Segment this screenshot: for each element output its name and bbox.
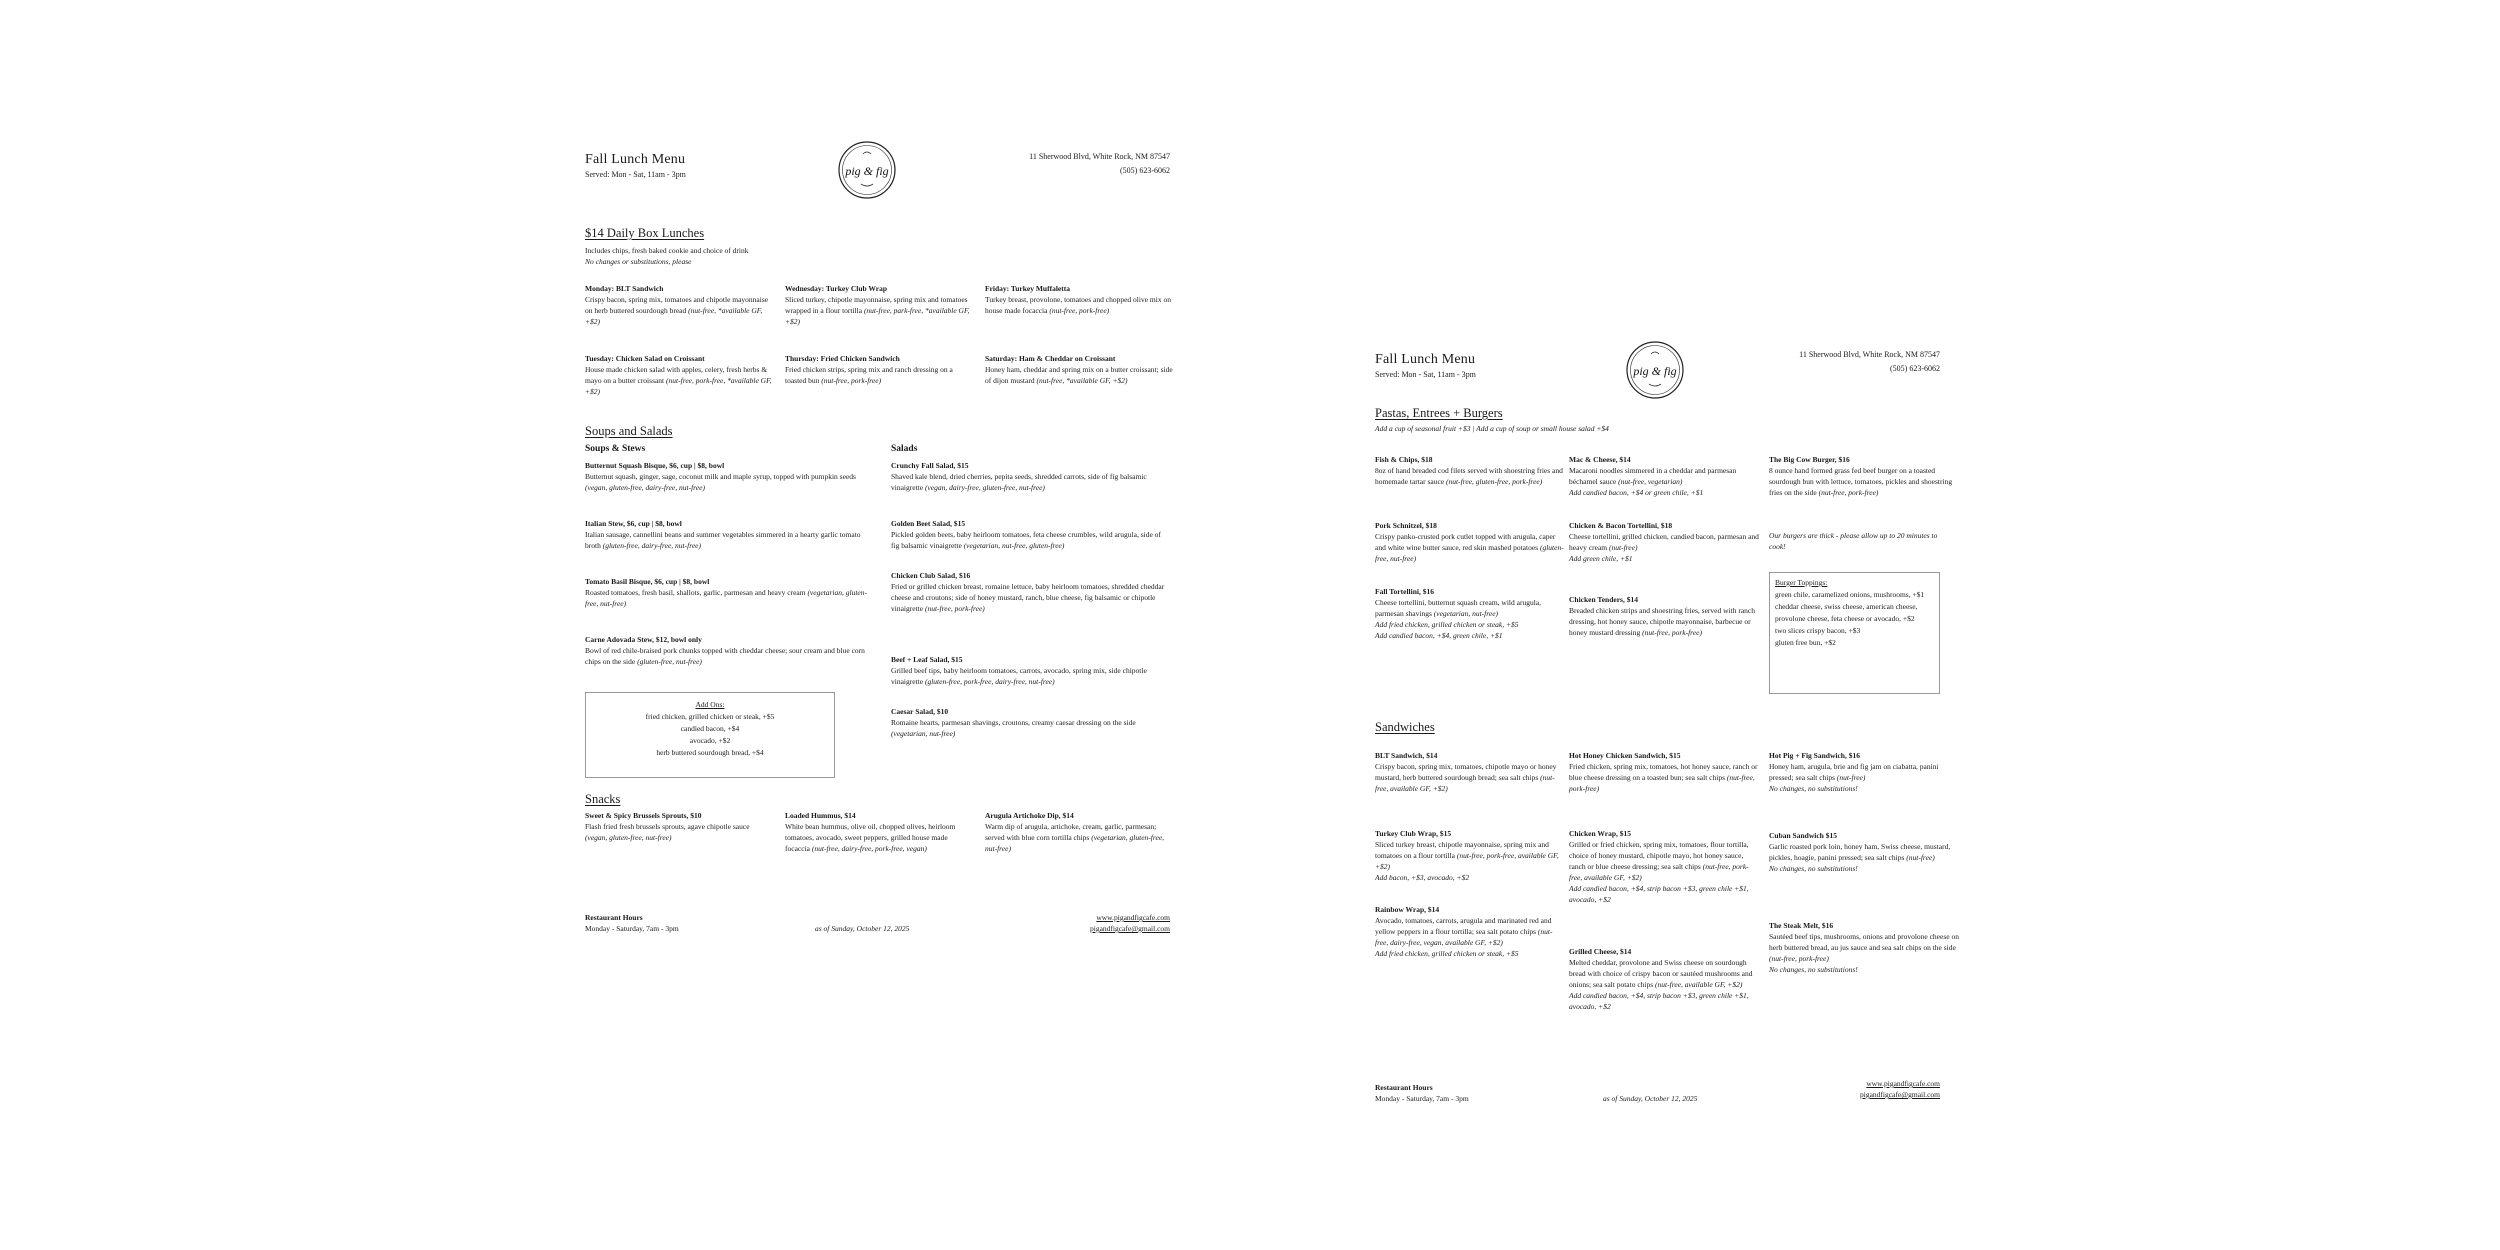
box-lunch-item-description: Honey ham, cheddar and spring mix on a butter croissant; side of dijon mustard xyxy=(985,365,1173,385)
served-hours: Served: Mon - Sat, 11am - 3pm xyxy=(1375,370,1476,379)
entree-item-name: Chicken Tenders, $14 xyxy=(1569,595,1638,604)
sandwich-item-addon: No changes, no substitutions! xyxy=(1769,965,1858,974)
snack-item-name: Sweet & Spicy Brussels Sprouts, $10 xyxy=(585,811,702,820)
entree-item-tags: (nut-free) xyxy=(1608,543,1638,552)
snack-item xyxy=(785,810,973,854)
soup-item-tags: (gluten-free, dairy-free, nut-free) xyxy=(602,541,702,550)
sandwich-item xyxy=(1769,750,1959,794)
sandwich-item-name: Turkey Club Wrap, $15 xyxy=(1375,829,1452,838)
soup-item-tags: (vegan, gluten-free, dairy-free, nut-free) xyxy=(585,483,705,492)
soup-item xyxy=(585,634,877,667)
snack-item-description: White bean hummus, olive oil, chopped olives, heirloom tomatoes, avocado, sweet peppers, grilled house made focaccia xyxy=(785,822,956,853)
entree-item-tags: (nut-free, gluten-free, pork-free) xyxy=(1446,477,1543,486)
box-lunch-item-tags: (nut-free, *available GF, +$2) xyxy=(585,306,763,326)
entree-item-name: Fish & Chips, $18 xyxy=(1375,455,1433,464)
contact-block xyxy=(1799,348,1940,376)
entree-item-tags: (nut-free, pork-free) xyxy=(1818,488,1879,497)
box-lunch-item-tags: (nut-free, *available GF, +$2) xyxy=(1036,376,1128,385)
soup-item-description: Roasted tomatoes, fresh basil, shallots, garlic, parmesan and heavy cream xyxy=(585,588,806,597)
footer-contact xyxy=(1090,912,1170,934)
salad-item-description: Romaine hearts, parmesan shavings, croutons, creamy caesar dressing on the side xyxy=(891,718,1136,727)
box-lunch-item xyxy=(985,283,1173,316)
topping-line: cheddar cheese, swiss cheese, american cheese, provolone cheese, feta cheese or avocado, +$2 xyxy=(1775,602,1918,623)
burger-note: Our burgers are thick - please allow up to 20 minutes to cook! xyxy=(1769,531,1938,551)
add-ons-box xyxy=(585,692,835,778)
add-on-line: herb buttered sourdough bread, +$4 xyxy=(656,748,764,757)
entree-item-description: Breaded chicken strips and shoestring fries, served with ranch dressing, hot honey sauce, chipotle mayonnaise, barbecue or honey mustard dressing xyxy=(1569,606,1755,637)
sandwich-item-name: The Steak Melt, $16 xyxy=(1769,921,1834,930)
box-lunch-item-name: Tuesday: Chicken Salad on Croissant xyxy=(585,354,705,363)
sandwich-item-description: Sliced turkey breast, chipotle mayonnaise, spring mix and tomatoes on a flour tortilla xyxy=(1375,840,1549,860)
entree-item xyxy=(1375,454,1565,487)
sandwich-item-tags: (nut-free, pork-free, available GF, +$2) xyxy=(1569,862,1749,882)
website-link[interactable]: www.pigandfigcafe.com xyxy=(1866,1079,1940,1088)
box-lunch-intro: Includes chips, fresh baked cookie and choice of drink xyxy=(585,246,749,255)
snack-item-name: Arugula Artichoke Dip, $14 xyxy=(985,811,1074,820)
snack-item-tags: (vegetarian, gluten-free, nut-free) xyxy=(985,833,1165,853)
sandwich-item-name: Hot Honey Chicken Sandwich, $15 xyxy=(1569,751,1681,760)
footer-hours xyxy=(585,912,679,934)
entree-item xyxy=(1569,520,1759,564)
salad-item-name: Caesar Salad, $10 xyxy=(891,707,949,716)
topping-line: green chile, caramelized onions, mushrooms, +$1 xyxy=(1775,590,1925,599)
soup-item xyxy=(585,518,877,551)
sandwich-item-addon: No changes, no substitutions! xyxy=(1769,784,1858,793)
snack-item-description: Warm dip of arugula, artichoke, cream, garlic, parmesan; served with blue corn tortilla chips xyxy=(985,822,1157,842)
sandwich-item-addon: Add fried chicken, grilled chicken or steak, +$5 xyxy=(1375,949,1519,958)
box-lunch-item xyxy=(585,283,773,327)
salad-item-tags: (vegan, dairy-free, gluten-free, nut-free) xyxy=(924,483,1045,492)
menu-title: Fall Lunch Menu xyxy=(1375,352,1476,367)
sandwich-item xyxy=(1375,904,1565,959)
topping-line: gluten free bun, +$2 xyxy=(1775,638,1836,647)
menu-title: Fall Lunch Menu xyxy=(585,152,686,167)
pig-and-fig-logo xyxy=(837,140,897,200)
box-lunch-item-name: Friday: Turkey Muffaletta xyxy=(985,284,1070,293)
soup-item-description: Butternut squash, ginger, sage, coconut milk and maple syrup, topped with pumpkin seeds xyxy=(585,472,856,481)
sandwich-item xyxy=(1569,750,1759,794)
box-lunch-item xyxy=(985,353,1173,386)
salad-item-description: Pickled golden beets, baby heirloom tomatoes, feta cheese crumbles, wild arugula, side of fig balsamic vinaigrette xyxy=(891,530,1161,550)
entree-item xyxy=(1569,454,1759,498)
entree-item-description: 8 ounce hand formed grass fed beef burger on a toasted sourdough bun with lettuce, tomatoes, pickles and shoestring fries on the side xyxy=(1769,466,1953,497)
sandwich-item-tags: (nut-free, available GF, +$2) xyxy=(1655,980,1743,989)
sandwich-item-addon: No changes, no substitutions! xyxy=(1769,864,1858,873)
add-on-line: candied bacon, +$4 xyxy=(680,724,740,733)
box-lunch-item-tags: (nut-free, pork-free) xyxy=(821,376,882,385)
sandwich-item-tags: (nut-free, pork-free, available GF, +$2) xyxy=(1375,851,1559,871)
topping-line: two slices crispy bacon, +$3 xyxy=(1775,626,1861,635)
salad-item-description: Grilled beef tips, baby heirloom tomatoes, carrots, avocado, spring mix, side chipotle vinaigrette xyxy=(891,666,1147,686)
hours-text: Monday - Saturday, 7am - 3pm xyxy=(1375,1094,1469,1103)
sandwich-item xyxy=(1569,946,1759,1012)
salads-subheading: Salads xyxy=(891,444,918,454)
entree-item-name: Pork Schnitzel, $18 xyxy=(1375,521,1437,530)
entrees-intro: Add a cup of seasonal fruit +$3 | Add a cup of soup or small house salad +$4 xyxy=(1375,424,1609,433)
entree-item-tags: (vegetarian, nut-free) xyxy=(1433,609,1499,618)
website-link[interactable]: www.pigandfigcafe.com xyxy=(1096,913,1170,922)
sandwich-item-addon: Add candied bacon, +$4, strip bacon +$3, green chile +$1, avocado, +$2 xyxy=(1569,991,1749,1011)
salad-item-tags: (vegetarian, nut-free, gluten-free) xyxy=(963,541,1065,550)
sandwich-item-addon: Add candied bacon, +$4, strip bacon +$3, green chile +$1, avocado, +$2 xyxy=(1569,884,1749,904)
box-lunch-item-tags: (nut-free, pork-free, *available GF, +$2) xyxy=(585,376,772,396)
add-on-line: fried chicken, grilled chicken or steak, +$5 xyxy=(645,712,775,721)
entree-item xyxy=(1375,520,1565,564)
box-lunch-item-name: Wednesday: Turkey Club Wrap xyxy=(785,284,888,293)
sandwich-item-tags: (nut-free, pork-free) xyxy=(1569,773,1755,793)
entree-item-name: Mac & Cheese, $14 xyxy=(1569,455,1631,464)
soup-item-name: Tomato Basil Bisque, $6, cup | $8, bowl xyxy=(585,577,710,586)
box-lunch-item-description: Turkey breast, provolone, tomatoes and chopped olive mix on house made focaccia xyxy=(985,295,1171,315)
entree-item-addon: Add green chile, +$1 xyxy=(1569,554,1633,563)
sandwich-item-tags: (nut-free, available GF, +$2) xyxy=(1375,773,1555,793)
sandwich-item-name: BLT Sandwich, $14 xyxy=(1375,751,1438,760)
soup-item-tags: (gluten-free, nut-free) xyxy=(637,657,702,666)
soup-item-tags: (vegetarian, gluten-free, nut-free) xyxy=(585,588,868,608)
sandwich-item xyxy=(1769,830,1959,874)
salad-item-tags: (gluten-free, pork-free, dairy-free, nut-free) xyxy=(924,677,1055,686)
snack-item-tags: (nut-free, dairy-free, pork-free, vegan) xyxy=(811,844,927,853)
add-on-line: avocado, +$2 xyxy=(689,736,731,745)
footer-hours xyxy=(1375,1082,1469,1104)
entree-item-tags: (nut-free, pork-free) xyxy=(1642,628,1702,637)
section-heading-entrees: Pastas, Entrees + Burgers xyxy=(1375,406,1503,420)
soup-item-name: Carne Adovada Stew, $12, bowl only xyxy=(585,635,702,644)
entree-item-name: The Big Cow Burger, $16 xyxy=(1769,455,1850,464)
salad-item-tags: (vegetarian, nut-free) xyxy=(891,729,956,738)
sandwich-item xyxy=(1375,828,1565,883)
snack-item-tags: (vegan, gluten-free, nut-free) xyxy=(585,833,672,842)
soup-item-description: Italian sausage, cannellini beans and summer vegetables simmered in a hearty garlic tomato broth xyxy=(585,530,861,550)
entree-item-description: Macaroni noodles simmered in a cheddar and parmesan béchamel sauce xyxy=(1569,466,1737,486)
salad-item-name: Golden Beet Salad, $15 xyxy=(891,519,966,528)
sandwich-item-description: Honey ham, arugula, brie and fig jam on ciabatta, panini pressed; sea salt chips xyxy=(1769,762,1939,782)
menu-page-2 xyxy=(1375,340,1959,1120)
hours-text: Monday - Saturday, 7am - 3pm xyxy=(585,924,679,933)
box-lunch-section xyxy=(585,226,1170,267)
snack-item-name: Loaded Hummus, $14 xyxy=(785,811,856,820)
email-link[interactable]: pigandfigcafe@gmail.com xyxy=(1089,924,1170,933)
sandwich-item-tags: (nut-free, dairy-free, vegan, available GF, +$2) xyxy=(1375,927,1553,947)
pig-and-fig-logo xyxy=(1625,340,1685,400)
phone: (505) 623-6062 xyxy=(1890,364,1940,373)
soup-item-name: Butternut Squash Bisque, $6, cup | $8, bowl xyxy=(585,461,725,470)
sandwich-item-description: Garlic roasted pork loin, honey ham, Swiss cheese, mustard, pickles, hoagie, panini pressed; sea salt chips xyxy=(1769,842,1951,862)
sandwich-item-description: Sautéed beef tips, mushrooms, onions and provolone cheese on herb buttered bread, au jus sauce and sea salt chips on the side xyxy=(1769,932,1959,952)
box-lunch-item-name: Saturday: Ham & Cheddar on Croissant xyxy=(985,354,1116,363)
entree-item-name: Fall Tortellini, $16 xyxy=(1375,587,1434,596)
served-hours: Served: Mon - Sat, 11am - 3pm xyxy=(585,170,686,179)
burger-toppings-box xyxy=(1769,572,1940,694)
soup-item-name: Italian Stew, $6, cup | $8, bowl xyxy=(585,519,682,528)
footer-contact xyxy=(1860,1078,1940,1100)
address: 11 Sherwood Blvd, White Rock, NM 87547 xyxy=(1029,152,1170,161)
salad-item-description: Shaved kale blend, dried cherries, pepita seeds, shredded carrots, side of fig balsamic vinaigrette xyxy=(891,472,1147,492)
section-heading-box-lunch: $14 Daily Box Lunches xyxy=(585,226,705,240)
snack-item xyxy=(585,810,773,843)
salad-item xyxy=(891,654,1170,687)
menu-header-left xyxy=(1375,352,1476,379)
entree-item-description: Cheese tortellini, grilled chicken, candied bacon, parmesan and heavy cream xyxy=(1569,532,1759,552)
entree-item-description: Crispy panko-crusted pork cutlet topped with arugula, caper and white wine butter sauce, red skin mashed potatoes xyxy=(1375,532,1556,552)
section-heading-snacks: Snacks xyxy=(585,792,621,806)
section-heading-soups-salads: Soups and Salads xyxy=(585,424,673,438)
logo-text: pig & fig xyxy=(845,164,889,178)
sandwich-item-tags: (nut-free, pork-free) xyxy=(1769,954,1829,963)
entree-item-addon: Add fried chicken, grilled chicken or steak, +$5 xyxy=(1375,620,1519,629)
box-lunch-item-tags: (nut-free, pork-free) xyxy=(1049,306,1110,315)
entree-item-addon: Add candied bacon, +$4 or green chile, +$1 xyxy=(1569,488,1704,497)
sandwich-item xyxy=(1375,750,1565,794)
entree-item-tags: (gluten-free, nut-free) xyxy=(1375,543,1564,563)
salad-item-description: Fried or grilled chicken breast, romaine lettuce, baby heirloom tomatoes, shredded cheddar cheese and croutons; side of honey mustard, ranch, blue cheese, fig balsamic or chipotle vinaigrette xyxy=(891,582,1165,613)
menu-page-1 xyxy=(585,140,1173,940)
salad-item-tags: (nut-free, pork-free) xyxy=(924,604,985,613)
phone: (505) 623-6062 xyxy=(1120,166,1170,175)
box-lunch-item-description: House made chicken salad with apples, celery, fresh herbs & mayo on a butter croissant xyxy=(585,365,768,385)
entree-item xyxy=(1569,594,1759,638)
salad-item-name: Beef + Leaf Salad, $15 xyxy=(891,655,963,664)
sandwich-item-addon: Add bacon, +$3, avocado, +$2 xyxy=(1375,873,1470,882)
soup-item-description: Bowl of red chile-braised pork chunks topped with cheddar cheese; sour cream and blue corn chips on the side xyxy=(585,646,865,666)
menu-header-left xyxy=(585,152,686,179)
box-lunch-item-name: Thursday: Fried Chicken Sandwich xyxy=(785,354,900,363)
sandwich-item-description: Avocado, tomatoes, carrots, arugula and marinated red and yellow peppers in a flour tortilla; sea salt potato chips xyxy=(1375,916,1552,936)
entree-item xyxy=(1375,586,1565,641)
sandwich-item-description: Melted cheddar, provolone and Swiss cheese on sourdough bread with choice of crispy bacon or sautéed mushrooms and onions; sea salt potato chips xyxy=(1569,958,1753,989)
as-of-date: as of Sunday, October 12, 2025 xyxy=(815,924,910,933)
sandwich-item-tags: (nut-free) xyxy=(1906,853,1935,862)
salad-item xyxy=(891,706,1170,739)
box-lunch-note: No changes or substitutions, please xyxy=(585,257,692,266)
sandwich-item-name: Hot Pig + Fig Sandwich, $16 xyxy=(1769,751,1860,760)
address: 11 Sherwood Blvd, White Rock, NM 87547 xyxy=(1799,350,1940,359)
sandwich-item xyxy=(1769,920,1959,975)
box-lunch-item xyxy=(785,283,973,327)
box-lunch-item xyxy=(785,353,973,386)
salad-item-name: Crunchy Fall Salad, $15 xyxy=(891,461,969,470)
sandwich-item-description: Fried chicken, spring mix, tomatoes, hot honey sauce, ranch or blue cheese dressing on a toasted bun; sea salt chips xyxy=(1569,762,1758,782)
sandwich-item-name: Cuban Sandwich $15 xyxy=(1769,831,1837,840)
entree-item-addon: Add candied bacon, +$4, green chile, +$1 xyxy=(1375,631,1503,640)
box-lunch-item xyxy=(585,353,773,397)
entree-item xyxy=(1769,454,1959,498)
entrees-section xyxy=(1375,406,1940,434)
box-lunch-item-description: Crispy bacon, spring mix, tomatoes and chipotle mayonnaise on herb buttered sourdough bread xyxy=(585,295,769,315)
sandwich-item-name: Chicken Wrap, $15 xyxy=(1569,829,1632,838)
salad-item xyxy=(891,570,1170,614)
sandwich-item-description: Grilled or fried chicken, spring mix, tomatoes, flour tortilla, choice of honey mustard, chipotle mayo, hot honey sauce, ranch or blue cheese dressing; sea salt chips xyxy=(1569,840,1749,871)
entree-item-name: Chicken & Bacon Tortellini, $18 xyxy=(1569,521,1673,530)
section-heading-sandwiches: Sandwiches xyxy=(1375,720,1435,734)
soup-item xyxy=(585,460,877,493)
entree-item-description: Cheese tortellini, butternut squash cream, wild arugula, parmesan shavings xyxy=(1375,598,1541,618)
hours-title: Restaurant Hours xyxy=(1375,1083,1433,1092)
hours-title: Restaurant Hours xyxy=(585,913,643,922)
as-of-date: as of Sunday, October 12, 2025 xyxy=(1603,1094,1698,1103)
salad-item xyxy=(891,460,1170,493)
contact-block xyxy=(1029,150,1170,178)
snack-item-description: Flash fried fresh brussels sprouts, agave chipotle sauce xyxy=(585,822,750,831)
box-lunch-item-description: Sliced turkey, chipotle mayonnaise, spring mix and tomatoes wrapped in a flour tortilla xyxy=(785,295,968,315)
email-link[interactable]: pigandfigcafe@gmail.com xyxy=(1859,1090,1940,1099)
box-lunch-item-name: Monday: BLT Sandwich xyxy=(585,284,664,293)
toppings-title: Burger Toppings: xyxy=(1775,578,1828,587)
soups-subheading: Soups & Stews xyxy=(585,444,646,454)
sandwich-item-description: Crispy bacon, spring mix, tomatoes, chipotle mayo or honey mustard, herb buttered sourdough bread; sea salt chips xyxy=(1375,762,1557,782)
sandwich-item-tags: (nut-free) xyxy=(1836,773,1866,782)
sandwich-item-name: Grilled Cheese, $14 xyxy=(1569,947,1632,956)
entree-item-tags: (nut-free, vegetarian) xyxy=(1618,477,1683,486)
logo-text: pig & fig xyxy=(1633,364,1677,378)
entree-item-description: 8oz of hand breaded cod filets served with shoestring fries and homemade tartar sauce xyxy=(1375,466,1563,486)
salad-item xyxy=(891,518,1170,551)
add-ons-title: Add Ons: xyxy=(695,700,725,709)
sandwich-item xyxy=(1569,828,1759,905)
snack-item xyxy=(985,810,1173,854)
sandwich-item-name: Rainbow Wrap, $14 xyxy=(1375,905,1440,914)
box-lunch-item-tags: (nut-free, park-free, *available GF, +$2) xyxy=(785,306,970,326)
box-lunch-item-description: Fried chicken strips, spring mix and ranch dressing on a toasted bun xyxy=(785,365,953,385)
soup-item xyxy=(585,576,877,609)
salad-item-name: Chicken Club Salad, $16 xyxy=(891,571,971,580)
